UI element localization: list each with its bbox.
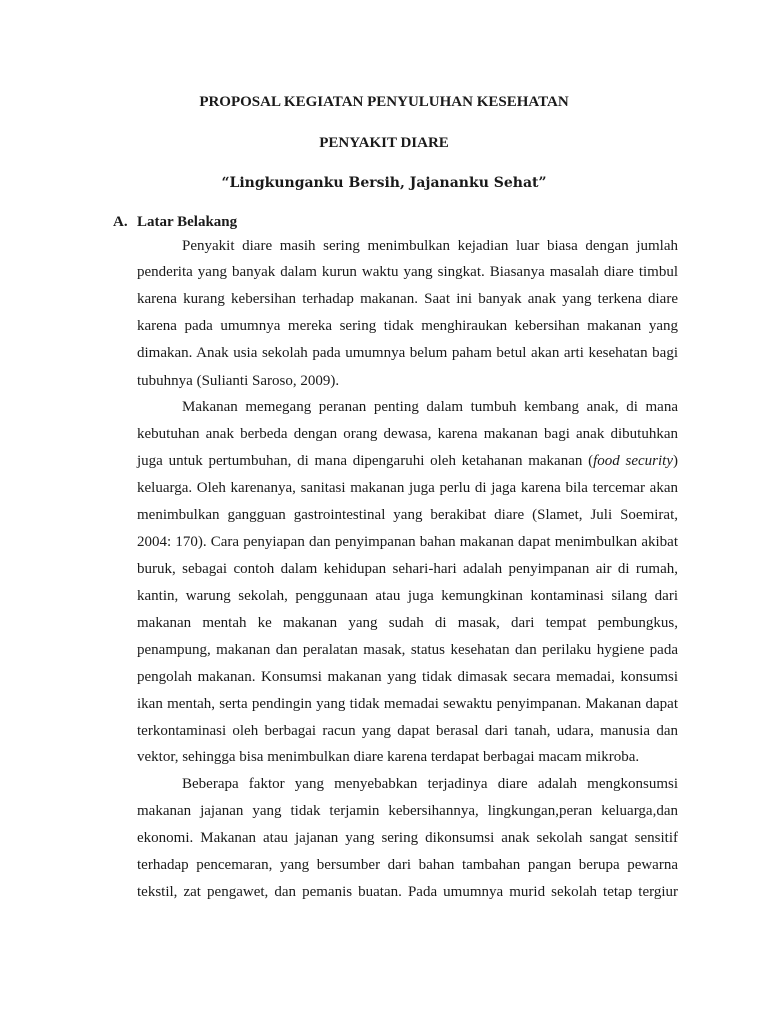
- section-title: Latar Belakang: [137, 214, 238, 230]
- paragraph-line: pengolah makanan. Konsumsi makanan yang tidak dimasak secara memadai, konsumsi: [137, 669, 678, 685]
- paragraph-line: ikan mentah, serta pendingin yang tidak memadai sewaktu penyimpanan. Makanan dapat: [137, 696, 678, 712]
- paragraph-line: terhadap pencemaran, yang bersumber dari bahan tambahan pangan berupa pewarna: [137, 857, 678, 873]
- paragraph-line: kantin, warung sekolah, penggunaan atau juga kemungkinan kontaminasi silang dari: [137, 588, 678, 604]
- document-title: PROPOSAL KEGIATAN PENYULUHAN KESEHATAN: [199, 94, 569, 110]
- paragraph-line: Beberapa faktor yang menyebabkan terjadinya diare adalah mengkonsumsi: [182, 776, 678, 792]
- paragraph-line: menimbulkan gangguan gastrointestinal yang berakibat diare (Slamet, Juli Soemirat,: [137, 507, 678, 523]
- paragraph-line: penampung, makanan dan peralatan masak, status kesehatan dan perilaku hygiene pada: [137, 642, 678, 658]
- paragraph-line: terkontaminasi oleh berbagai racun yang dapat berasal dari tanah, udara, manusia dan: [137, 723, 678, 739]
- paragraph-line: Penyakit diare masih sering menimbulkan kejadian luar biasa dengan jumlah: [182, 238, 678, 254]
- paragraph-line: makanan jajanan yang tidak terjamin kebersihannya, lingkungan,peran keluarga,dan: [137, 803, 678, 819]
- paragraph-line: buruk, sebagai contoh dalam kehidupan sehari-hari adalah penyimpanan air di rumah,: [137, 561, 678, 577]
- paragraph-line: tubuhnya (Sulianti Saroso, 2009).: [137, 373, 340, 389]
- document-subtitle: PENYAKIT DIARE: [319, 135, 449, 151]
- paragraph-line: dimakan. Anak usia sekolah pada umumnya belum paham betul akan arti kesehatan bagi: [137, 345, 678, 361]
- paragraph-line: vektor, sehingga bisa menimbulkan diare karena terdapat berbagai macam mikroba.: [137, 749, 640, 765]
- paragraph-line: keluarga. Oleh karenanya, sanitasi makanan juga perlu di jaga karena bila tercemar akan: [137, 480, 678, 496]
- paragraph-line: 2004: 170). Cara penyiapan dan penyimpanan bahan makanan dapat menimbulkan akibat: [137, 534, 678, 550]
- section-heading: [113, 212, 237, 232]
- paragraph-line: Makanan memegang peranan penting dalam tumbuh kembang anak, di mana: [182, 399, 678, 415]
- paragraph-line: penderita yang banyak dalam kurun waktu yang singkat. Biasanya masalah diare timbul: [137, 264, 678, 280]
- paragraph-line: karena pada umumnya mereka sering tidak menghiraukan kebersihan makanan yang: [137, 318, 678, 334]
- paragraph-line: karena kurang kebersihan terhadap makanan. Saat ini banyak anak yang terkena diare: [137, 291, 678, 307]
- paragraph-line-with-italic: [137, 451, 678, 471]
- section-letter: A.: [113, 214, 128, 230]
- paragraph-line: ekonomi. Makanan atau jajanan yang sering dikonsumsi anak sekolah sangat sensitif: [137, 830, 678, 846]
- paragraph-text: ): [673, 453, 678, 469]
- document-tagline: “Lingkunganku Bersih, Jajananku Sehat”: [221, 175, 547, 191]
- paragraph-line: makanan mentah ke makanan yang sudah di masak, dari tempat pembungkus,: [137, 615, 678, 631]
- paragraph-text: juga untuk pertumbuhan, di mana dipengaruhi oleh ketahanan makanan (: [137, 453, 594, 469]
- paragraph-line: tekstil, zat pengawet, dan pemanis buatan. Pada umumnya murid sekolah tetap tergiur: [137, 884, 678, 900]
- italic-term: food security: [593, 453, 673, 469]
- paragraph-line: kebutuhan anak berbeda dengan orang dewasa, karena makanan bagi anak dibutuhkan: [137, 426, 678, 442]
